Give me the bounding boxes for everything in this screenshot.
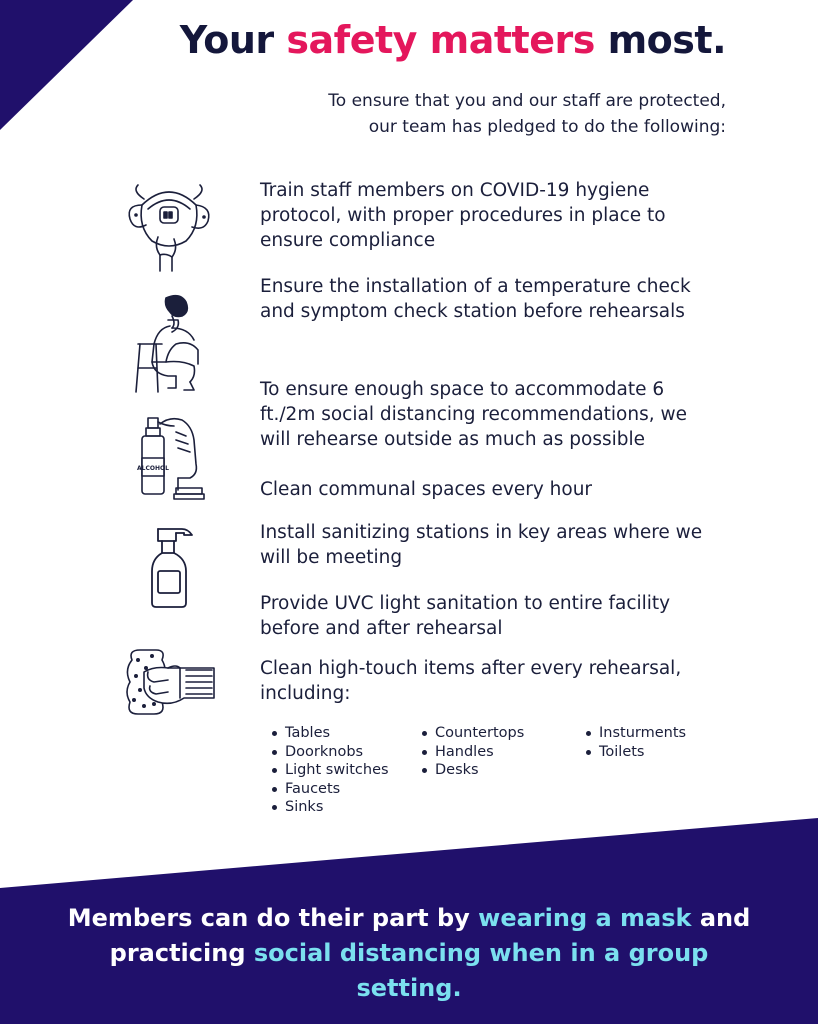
pledge-staff-training: Train staff members on COVID-19 hygiene protocol, with proper procedures in place to ensure compliance [260,180,666,251]
intro-line-1: To ensure that you and our staff are protected, [328,91,726,111]
pledge-temperature-check: Ensure the installation of a temperature check and symptom check station before rehearsals [260,276,691,322]
list-item: Insturments [584,724,686,743]
pledge-social-distancing: To ensure enough space to accommodate 6 ft./2m social distancing recommendations, we will rehearse outside as much as possible [260,379,687,450]
list-item: Handles [420,743,524,762]
list-item: Light switches [270,761,389,780]
footer-highlight-distancing: social distancing when in a group setting [253,939,709,1002]
footer-text-1: Members can do their part by [67,904,479,932]
list-item: Sinks [270,798,389,817]
title-accent: safety matters [286,18,595,62]
list-item: Tables [270,724,389,743]
footer-message [60,901,758,1006]
alcohol-label: ALCOHOL [137,465,169,472]
title-part-2: most. [607,18,726,62]
pledge-uvc-sanitation: Provide UVC light sanitation to entire facility before and after rehearsal [260,593,671,639]
footer-highlight-mask: wearing a mask [478,904,692,932]
list-item: Toilets [584,743,686,762]
list-item: Countertops [420,724,524,743]
intro-line-2: our team has pledged to do the following: [368,117,726,137]
pledge-high-touch: Clean high-touch items after every rehearsal, including: [260,658,682,704]
list-item: Doorknobs [270,743,389,762]
list-item: Desks [420,761,524,780]
footer-text-3: . [452,974,462,1002]
footer-text-2: and practicing [109,904,751,967]
pledge-clean-communal: Clean communal spaces every hour [260,479,593,500]
title-part-1: Your [179,18,274,62]
pledge-sanitizing-stations: Install sanitizing stations in key areas where we will be meeting [260,522,703,568]
list-item: Faucets [270,780,389,799]
